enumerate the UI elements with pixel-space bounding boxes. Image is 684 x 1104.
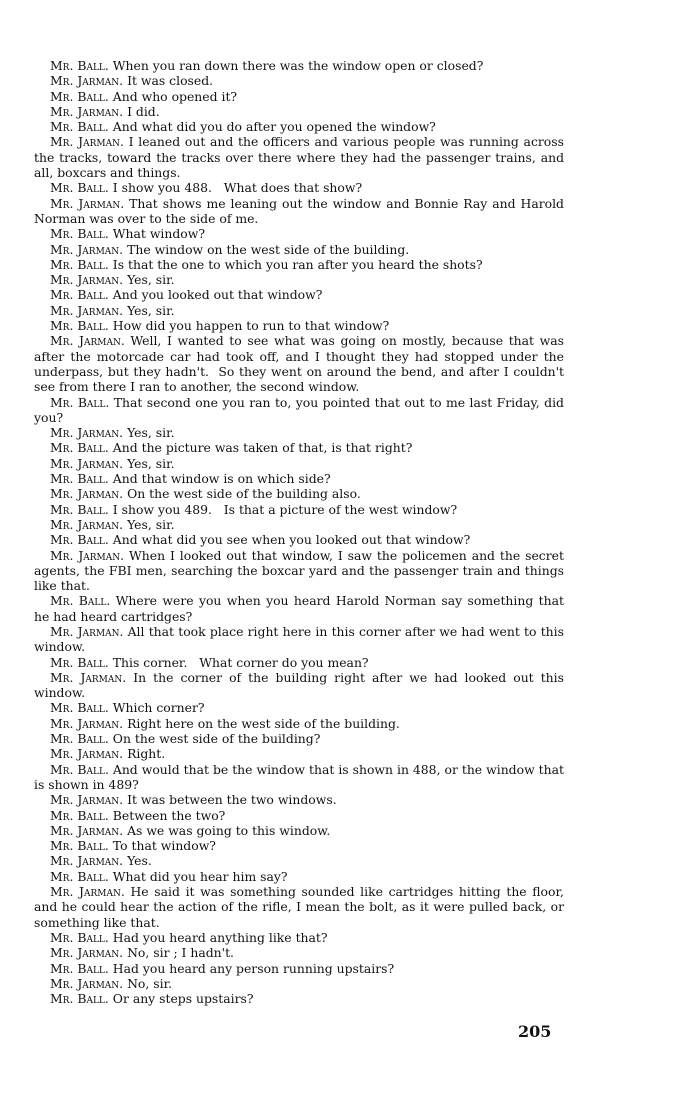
speaker-name: Mr. Jarman.	[50, 547, 125, 563]
speaker-name: Mr. Jarman.	[50, 302, 124, 318]
speaker-name: Mr. Ball.	[50, 287, 109, 303]
testimony-text: Yes, sir.	[127, 455, 175, 471]
testimony-paragraph	[34, 884, 568, 930]
speaker-name: Mr. Ball.	[50, 501, 109, 517]
speaker-name: Mr. Jarman.	[50, 241, 124, 257]
speaker-name: Mr. Ball.	[50, 929, 109, 945]
testimony-text: I show you 489. Is that a picture of the west window?	[112, 501, 458, 517]
speaker-name: Mr. Jarman.	[50, 792, 124, 808]
transcript-body	[34, 58, 568, 1007]
testimony-paragraph	[34, 823, 564, 838]
testimony-paragraph	[34, 869, 564, 884]
testimony-text: He said it was something sounded like cartridges hitting the floor, and he could hear the action of the rifle, I mean the bolt, as it were pulled back, or something like that.	[34, 884, 568, 930]
speaker-name: Mr. Ball.	[50, 119, 109, 135]
speaker-name: Mr. Ball.	[50, 318, 109, 334]
speaker-name: Mr. Jarman.	[50, 73, 124, 89]
testimony-paragraph	[34, 716, 564, 731]
testimony-paragraph	[34, 119, 564, 134]
testimony-paragraph	[34, 456, 564, 471]
testimony-text: Well, I wanted to see what was going on mostly, because that was after the motorcade car had took off, and I thought they had stopped under the underpass, but they hadn't. So they went on around the bend, and after I couldn't see from there I ran to another, the second window.	[34, 333, 568, 395]
speaker-name: Mr. Jarman.	[50, 272, 124, 288]
testimony-paragraph	[34, 669, 568, 701]
testimony-text: Which corner?	[112, 700, 205, 716]
testimony-paragraph	[34, 502, 564, 517]
speaker-name: Mr. Jarman.	[50, 822, 124, 838]
testimony-text: Had you heard anything like that?	[112, 929, 328, 945]
testimony-paragraph	[34, 333, 568, 395]
testimony-paragraph	[34, 930, 564, 945]
testimony-text: No, sir.	[127, 975, 173, 991]
testimony-paragraph	[34, 425, 564, 440]
speaker-name: Mr. Jarman.	[50, 134, 124, 150]
testimony-paragraph	[34, 303, 564, 318]
speaker-name: Mr. Jarman.	[50, 746, 124, 762]
speaker-name: Mr. Jarman.	[50, 103, 124, 119]
testimony-text: How did you happen to run to that window?	[112, 318, 390, 334]
testimony-text: Where were you when you heard Harold Norman say something that he had heard cartridges?	[34, 593, 568, 624]
speaker-name: Mr. Jarman.	[50, 516, 124, 532]
speaker-name: Mr. Ball.	[50, 593, 111, 609]
speaker-name: Mr. Ball.	[50, 256, 109, 272]
testimony-text: Yes, sir.	[127, 272, 175, 288]
testimony-text: Yes, sir.	[127, 302, 175, 318]
speaker-name: Mr. Ball.	[50, 654, 109, 670]
speaker-name: Mr. Ball.	[50, 868, 109, 884]
testimony-paragraph	[34, 73, 564, 88]
speaker-name: Mr. Ball.	[50, 761, 109, 777]
speaker-name: Mr. Jarman.	[50, 669, 127, 685]
testimony-text: Yes.	[127, 853, 152, 869]
testimony-text: That second one you ran to, you pointed that out to me last Friday, did you?	[34, 394, 568, 425]
testimony-paragraph	[34, 853, 564, 868]
testimony-text: In the corner of the building right after we had looked out this window.	[34, 669, 568, 701]
testimony-paragraph	[34, 89, 564, 104]
speaker-name: Mr. Ball.	[50, 960, 109, 976]
speaker-name: Mr. Ball.	[50, 226, 109, 242]
testimony-paragraph	[34, 945, 564, 960]
testimony-paragraph	[34, 746, 564, 761]
testimony-paragraph	[34, 991, 564, 1006]
testimony-text: No, sir ; I hadn't.	[127, 945, 234, 961]
speaker-name: Mr. Ball.	[50, 532, 109, 548]
testimony-text: I leaned out and the officers and various people was running across the tracks, toward the tracks over there where they had the passenger trains, and all, boxcars and things.	[34, 134, 568, 181]
testimony-text: This corner. What corner do you mean?	[112, 654, 369, 670]
speaker-name: Mr. Ball.	[50, 394, 110, 410]
testimony-text: And would that be the window that is shown in 488, or the window that is shown in 489?	[34, 761, 568, 792]
speaker-name: Mr. Jarman.	[50, 715, 124, 731]
testimony-paragraph	[34, 655, 564, 670]
speaker-name: Mr. Ball.	[50, 58, 109, 73]
testimony-text: Or any steps upstairs?	[112, 991, 254, 1007]
testimony-paragraph	[34, 272, 564, 287]
testimony-paragraph	[34, 58, 564, 73]
testimony-paragraph	[34, 792, 564, 807]
testimony-text: Right.	[127, 746, 166, 762]
testimony-text: Right here on the west side of the building.	[127, 715, 400, 731]
testimony-text: All that took place right here in this corner after we had went to this window.	[34, 623, 568, 655]
testimony-text: Had you heard any person running upstairs?	[112, 960, 395, 976]
testimony-paragraph	[34, 440, 564, 455]
testimony-text: It was between the two windows.	[127, 792, 337, 808]
speaker-name: Mr. Jarman.	[50, 486, 124, 502]
testimony-text: On the west side of the building?	[112, 731, 321, 747]
testimony-paragraph	[34, 195, 568, 227]
testimony-paragraph	[34, 517, 564, 532]
testimony-paragraph	[34, 976, 564, 991]
speaker-name: Mr. Jarman.	[50, 884, 125, 900]
testimony-paragraph	[34, 394, 568, 426]
testimony-paragraph	[34, 623, 568, 655]
testimony-text: And who opened it?	[112, 88, 238, 104]
testimony-paragraph	[34, 287, 564, 302]
testimony-text: That shows me leaning out the window and Bonnie Ray and Harold Norman was over to the side of me.	[34, 195, 568, 226]
testimony-paragraph	[34, 838, 564, 853]
testimony-paragraph	[34, 700, 564, 715]
testimony-text: The window on the west side of the building.	[127, 241, 410, 257]
speaker-name: Mr. Ball.	[50, 440, 109, 456]
testimony-text: Is that the one to which you ran after you heard the shots?	[112, 256, 483, 272]
testimony-paragraph	[34, 318, 564, 333]
testimony-paragraph	[34, 961, 564, 976]
speaker-name: Mr. Ball.	[50, 731, 109, 747]
speaker-name: Mr. Jarman.	[50, 623, 124, 639]
testimony-paragraph	[34, 808, 564, 823]
testimony-paragraph	[34, 486, 564, 501]
speaker-name: Mr. Jarman.	[50, 195, 125, 211]
testimony-text: And the picture was taken of that, is that right?	[112, 440, 413, 456]
speaker-name: Mr. Jarman.	[50, 425, 124, 441]
testimony-text: And that window is on which side?	[112, 471, 331, 487]
testimony-text: I did.	[127, 103, 160, 119]
speaker-name: Mr. Jarman.	[50, 333, 125, 349]
testimony-text: As we was going to this window.	[127, 822, 331, 838]
testimony-text: Yes, sir.	[127, 516, 175, 532]
testimony-paragraph	[34, 547, 568, 594]
testimony-text: When I looked out that window, I saw the policemen and the secret agents, the FBI men, searching the boxcar yard and the passenger train and things like that.	[34, 547, 568, 594]
testimony-paragraph	[34, 532, 564, 547]
speaker-name: Mr. Ball.	[50, 180, 109, 196]
testimony-text: What did you hear him say?	[112, 868, 288, 884]
testimony-paragraph	[34, 180, 564, 195]
testimony-paragraph	[34, 471, 564, 486]
testimony-paragraph	[34, 104, 564, 119]
testimony-paragraph	[34, 761, 568, 793]
testimony-text: To that window?	[112, 838, 216, 854]
testimony-paragraph	[34, 134, 568, 181]
testimony-text: Between the two?	[112, 807, 226, 823]
testimony-paragraph	[34, 731, 564, 746]
testimony-text: I show you 488. What does that show?	[112, 180, 363, 196]
testimony-text: On the west side of the building also.	[127, 486, 361, 502]
speaker-name: Mr. Ball.	[50, 838, 109, 854]
testimony-text: When you ran down there was the window open or closed?	[112, 58, 484, 73]
testimony-text: And you looked out that window?	[112, 287, 323, 303]
speaker-name: Mr. Ball.	[50, 88, 109, 104]
speaker-name: Mr. Jarman.	[50, 853, 124, 869]
testimony-paragraph	[34, 226, 564, 241]
page-number: 205	[518, 1022, 552, 1041]
testimony-text: And what did you do after you opened the window?	[112, 119, 436, 135]
speaker-name: Mr. Ball.	[50, 700, 109, 716]
testimony-text: Yes, sir.	[127, 425, 175, 441]
speaker-name: Mr. Ball.	[50, 991, 109, 1007]
speaker-name: Mr. Jarman.	[50, 975, 124, 991]
testimony-paragraph	[34, 242, 564, 257]
speaker-name: Mr. Ball.	[50, 807, 109, 823]
testimony-text: And what did you see when you looked out that window?	[112, 532, 471, 548]
speaker-name: Mr. Jarman.	[50, 455, 124, 471]
testimony-paragraph	[34, 593, 568, 624]
testimony-text: What window?	[112, 226, 206, 242]
testimony-text: It was closed.	[127, 73, 214, 89]
speaker-name: Mr. Jarman.	[50, 945, 124, 961]
speaker-name: Mr. Ball.	[50, 471, 109, 487]
testimony-paragraph	[34, 257, 564, 272]
